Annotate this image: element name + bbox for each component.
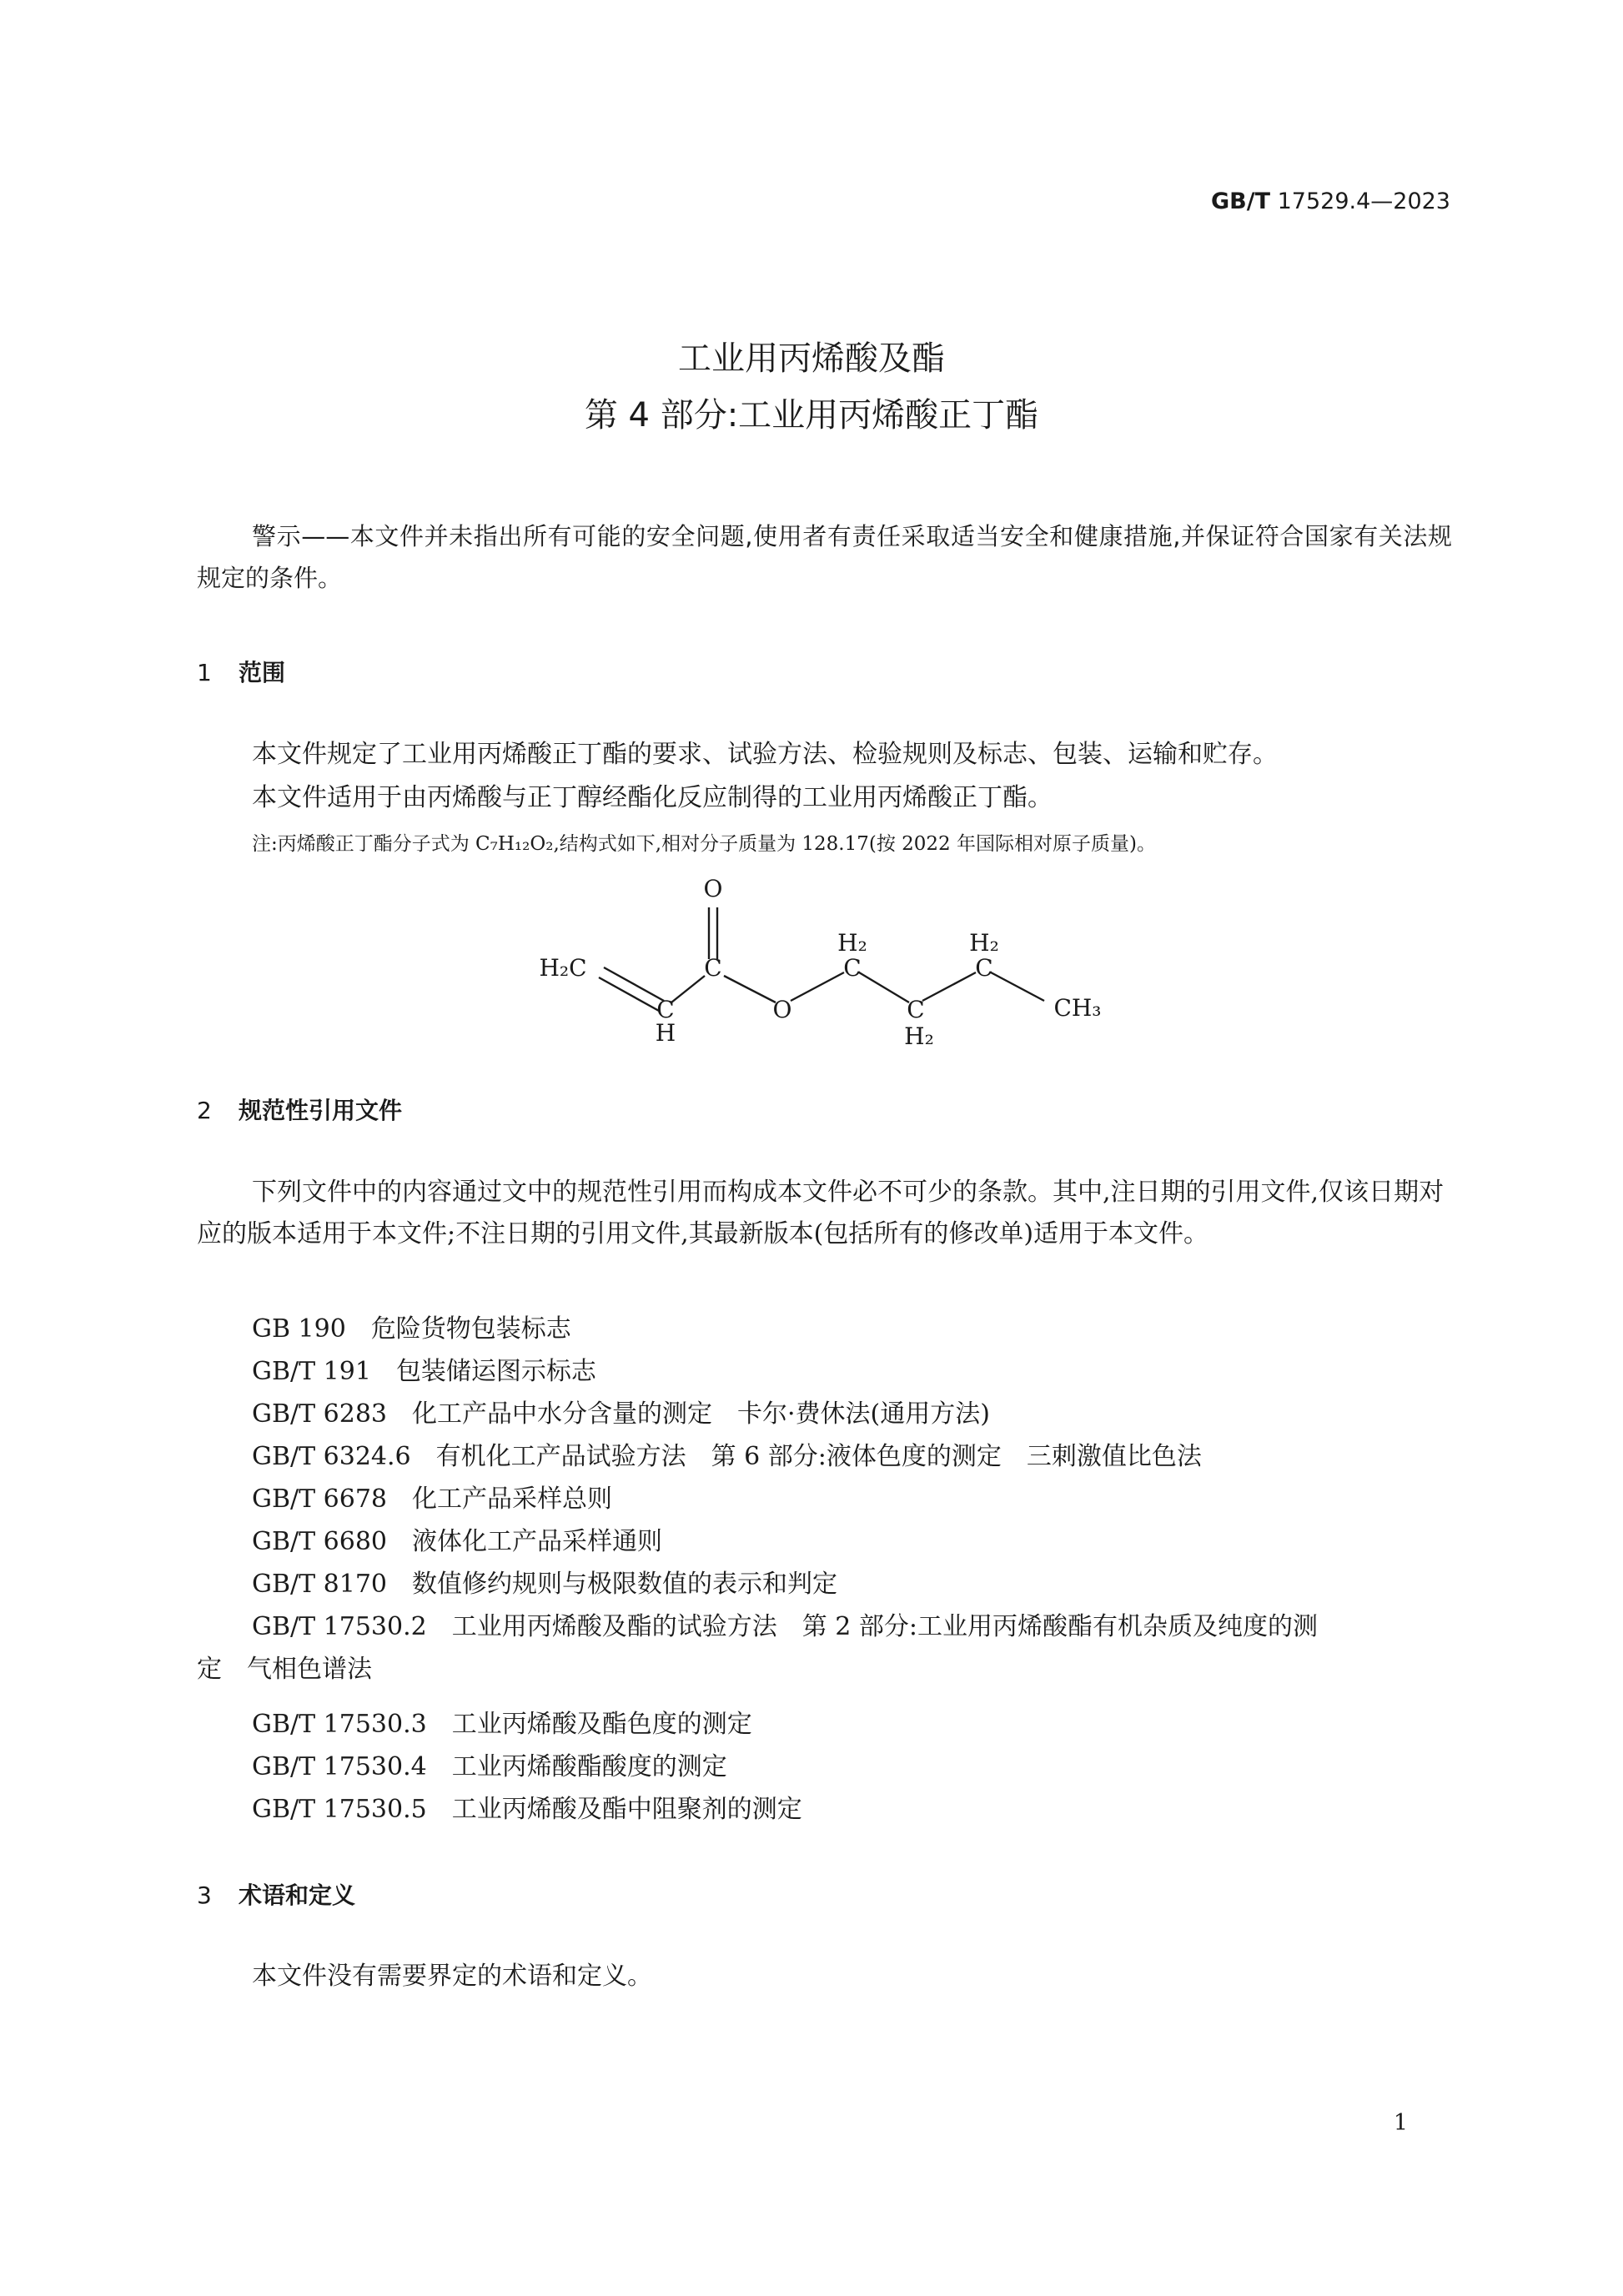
reference-title: 工业用丙烯酸及酯的试验方法 第 2 部分:工业用丙烯酸酯有机杂质及纯度的测 xyxy=(451,1612,1318,1641)
bond-c5-ch3 xyxy=(991,972,1044,1001)
section-1-title: 范围 xyxy=(239,659,286,686)
atom-c3: C xyxy=(843,954,862,982)
reference-item xyxy=(252,1563,837,1600)
atom-h2a: H₂ xyxy=(837,929,867,957)
section-3-para: 本文件没有需要界定的术语和定义。 xyxy=(252,1962,652,1991)
section-2-number: 2 xyxy=(197,1097,212,1124)
reference-title: 液体化工产品采样通则 xyxy=(412,1527,663,1556)
section-3-title: 术语和定义 xyxy=(239,1882,356,1909)
atom-o-ester: O xyxy=(772,996,792,1023)
reference-code: GB 190 xyxy=(252,1314,346,1344)
reference-code: GB/T 17530.5 xyxy=(252,1795,427,1824)
reference-code: GB/T 6283 xyxy=(252,1399,388,1429)
section-1-heading xyxy=(197,655,285,688)
reference-code: GB/T 6680 xyxy=(252,1527,388,1556)
section-1-note: 注:丙烯酸正丁酯分子式为 C₇H₁₂O₂,结构式如下,相对分子质量为 128.17(按 2022 年国际相对原子质量)。 xyxy=(252,833,1156,855)
bond-c1-c2 xyxy=(671,976,705,1002)
reference-title: 数值修约规则与极限数值的表示和判定 xyxy=(412,1570,838,1599)
reference-code: GB/T 6678 xyxy=(252,1485,388,1514)
reference-title: 有机化工产品试验方法 第 6 部分:液体色度的测定 三刺激值比色法 xyxy=(435,1442,1202,1471)
reference-code: GB/T 191 xyxy=(252,1357,371,1386)
document-code xyxy=(1211,188,1450,214)
section-3-heading xyxy=(197,1877,355,1911)
structural-formula xyxy=(534,867,1134,1051)
atom-h2b: H₂ xyxy=(904,1022,934,1050)
reference-item xyxy=(252,1746,727,1782)
bond-c2-o xyxy=(724,976,776,1002)
reference-item xyxy=(252,1520,662,1557)
atom-h1: H xyxy=(655,1019,676,1047)
atom-h2c: H₂C xyxy=(539,954,587,982)
section-1-para-1: 本文件规定了工业用丙烯酸正丁酯的要求、试验方法、检验规则及标志、包装、运输和贮存。 xyxy=(252,740,1278,769)
reference-item xyxy=(252,1393,990,1429)
reference-item xyxy=(252,1605,1318,1642)
atom-ch3: CH₃ xyxy=(1053,994,1102,1022)
atom-o-top: O xyxy=(703,875,723,902)
reference-item xyxy=(252,1788,802,1825)
bond-c3-c4 xyxy=(859,972,909,1002)
safety-warning: 警示——本文件并未指出所有可能的安全问题,使用者有责任采取适当安全和健康措施,并保证符合国家有关法规规定的条件。 xyxy=(197,522,1452,592)
reference-title: 化工产品采样总则 xyxy=(412,1485,613,1514)
reference-item xyxy=(252,1308,571,1344)
section-2-intro: 下列文件中的内容通过文中的规范性引用而构成本文件必不可少的条款。其中,注日期的引用文件,仅该日期对应的版本适用于本文件;不注日期的引用文件,其最新版本(包括所有的修改单)适用于本文件。 xyxy=(197,1178,1445,1248)
reference-code: GB/T 17530.2 xyxy=(252,1612,427,1641)
reference-code: GB/T 17530.3 xyxy=(252,1710,427,1739)
code-prefix: GB/T xyxy=(1211,188,1271,214)
reference-code: GB/T 8170 xyxy=(252,1570,388,1599)
reference-title: 定 气相色谱法 xyxy=(197,1655,372,1684)
reference-item xyxy=(252,1478,612,1515)
bond-c4-c5 xyxy=(922,972,976,1001)
atom-h2c-label: H₂ xyxy=(969,929,999,957)
atom-c4: C xyxy=(907,996,925,1023)
document-title-line2: 第 4 部分:工业用丙烯酸正丁酯 xyxy=(584,396,1039,435)
reference-code: GB/T 17530.4 xyxy=(252,1752,427,1781)
atom-c1: C xyxy=(656,996,675,1023)
bond-o-c3 xyxy=(791,972,844,1001)
reference-item xyxy=(252,1350,596,1387)
section-1-number: 1 xyxy=(197,659,212,686)
reference-item xyxy=(252,1703,752,1740)
atom-c5: C xyxy=(975,954,993,982)
section-2-title: 规范性引用文件 xyxy=(239,1097,403,1124)
reference-title: 工业丙烯酸及酯中阻聚剂的测定 xyxy=(451,1795,802,1824)
code-number: 17529.4—2023 xyxy=(1277,188,1450,214)
reference-code: GB/T 6324.6 xyxy=(252,1442,411,1471)
reference-title: 工业丙烯酸及酯色度的测定 xyxy=(451,1710,752,1739)
reference-item-continuation xyxy=(197,1648,372,1685)
atom-c2: C xyxy=(704,954,722,982)
reference-title: 包装储运图示标志 xyxy=(395,1357,596,1386)
reference-title: 危险货物包装标志 xyxy=(370,1314,571,1344)
section-2-heading xyxy=(197,1093,402,1126)
section-1-para-2: 本文件适用于由丙烯酸与正丁醇经酯化反应制得的工业用丙烯酸正丁酯。 xyxy=(252,783,1053,812)
reference-title: 工业丙烯酸酯酸度的测定 xyxy=(451,1752,727,1781)
reference-title: 化工产品中水分含量的测定 卡尔·费休法(通用方法) xyxy=(412,1399,990,1429)
page-number: 1 xyxy=(1393,2110,1408,2136)
section-3-number: 3 xyxy=(197,1882,212,1909)
reference-item xyxy=(252,1435,1202,1472)
document-title-line1: 工业用丙烯酸及酯 xyxy=(678,339,945,378)
